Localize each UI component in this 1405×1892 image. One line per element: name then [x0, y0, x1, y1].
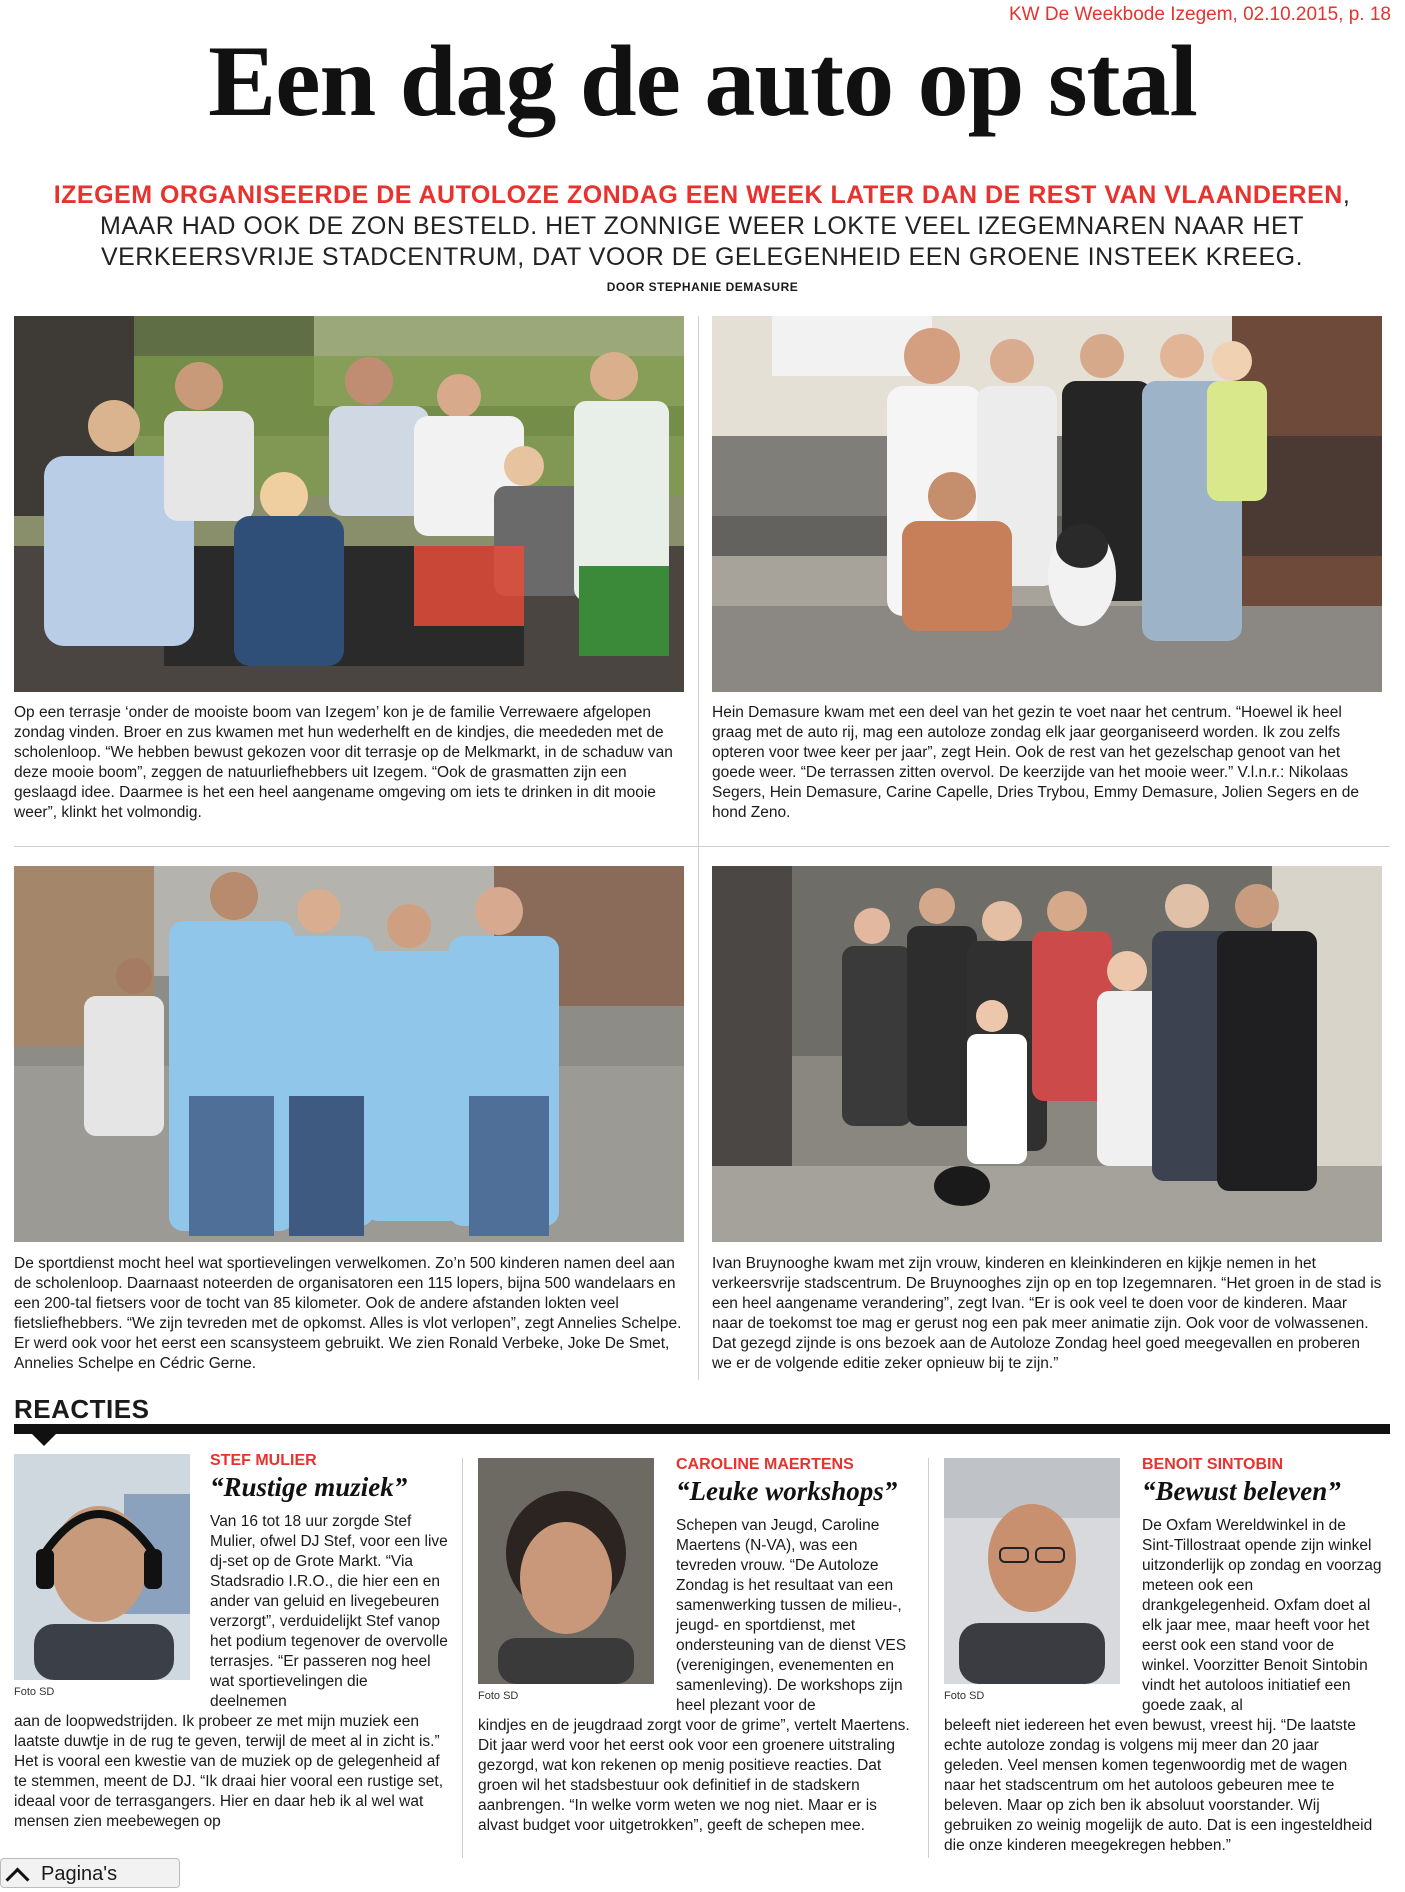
- caption-street-family: Hein Demasure kwam met een deel van het gezin te voet naar het centrum. “Hoewel ik heel graag met de auto rij, mag een autoloze zondag elk jaar georganiseerd worden. Ik zou zelfs opteren voor twee keer per jaar”, zegt Hein. Ook de rest van het gezelschap genoot van het goede weer. “De terrassen zitten overvol. De keerzijde van het mooie weer.” V.l.n.r.: Nikolaas Segers, Hein Demasure, Carine Capelle, Dries Trybou, Emmy Demasure, Jolien Segers en de hond Zeno.: [712, 704, 1359, 821]
- reactie-text-3a: De Oxfam Wereldwinkel in de Sint-Tillostraat opende zijn winkel uitzonderlijk op zondag en voorzag meteen ook een drankgelegenheid. Oxfam doet al elk jaar mee, maar heeft voor het eerst ook een stand voor de winkel. Voorzitter Benoit Sintobin vindt het autoloos initiatief een goede zaak, al: [1142, 1517, 1382, 1714]
- row-divider: [14, 846, 1390, 847]
- byline: DOOR STEPHANIE DEMASURE: [606, 280, 799, 294]
- caption-bruynooghe-family: Ivan Bruynooghe kwam met zijn vrouw, kinderen en kleinkinderen en kijkje nemen in het verkeersvrije stadscentrum. De Bruynooghes zijn op en top Izegemnaren. “Het groen in de stad is een heel aangename verandering”, zegt Ivan. “Er is ook veel te doen voor de kinderen. Maar naar de toekomst toe mag er gerust nog een pak meer animatie zijn. Ook voor de volwassenen. Dat gezegd zijnde is ons bezoek aan de Autoloze Zondag heel goed meegevallen en proberen we er de volgende editie zeker opnieuw bij te zijn.”: [712, 1255, 1382, 1372]
- headline: Een dag de auto op stal: [208, 25, 1197, 138]
- caption-volunteers: De sportdienst mocht heel wat sportievelingen verwelkomen. Zo’n 500 kinderen namen deel aan de scholenloop. Daarnaast noteerden de organisatoren een 115 lopers, bijna 500 wandelaars en een 200-tal fietsers voor de tocht van 85 kilometer. Ook de andere afstanden lokten veel fietsliefhebbers. “We zijn tevreden met de opkomst. Alles is vlot verlopen”, zegt Annelies Schelpe. Er werd ook voor het eerst een scansysteem gebruikt. We zien Ronald Verbeke, Joke De Smet, Annelies Schelpe en Cédric Gerne.: [14, 1255, 682, 1372]
- intro: [14, 180, 1390, 273]
- reactie-quote-3: “Bewust beleven”: [1142, 1476, 1341, 1506]
- photo-volunteers: [14, 866, 684, 1242]
- photo-street-family: [712, 316, 1382, 692]
- caption-terrace-family: Op een terrasje ‘onder de mooiste boom van Izegem’ kon je de familie Verrewaere afgelopen zondag vinden. Broer en zus kwamen met hun wederhelft en de kindjes, die meededen met de scholenloop. “We hebben bewust gekozen voor dit terrasje op de Melkmarkt, in de schaduw van deze mooie boom”, zeggen de natuurliefhebbers uit Izegem. “Ook de grasmatten zijn een geslaagd idee. Daarmee is het een heel aangename omgeving om iets te drinken in dit mooie weer”, klinkt het volmondig.: [14, 704, 673, 821]
- pages-tab[interactable]: [0, 1858, 180, 1888]
- reactie-name-2: CAROLINE MAERTENS: [676, 1456, 854, 1473]
- reactie-quote-2: “Leuke workshops”: [676, 1476, 898, 1506]
- reactie-text-3b: beleeft niet iedereen het even bewust, vreest hij. “De laatste echte autoloze zondag is volgens mij meer dan 20 jaar geleden. Veel mensen komen tegenwoordig met de wagen naar het stadscentrum om het autoloos gebeuren mee te beleven. Maar op zich ben ik absoluut voorstander. Wij gebruiken zo weinig mogelijk de auto. Dat is een ingesteldheid die onze kinderen meegekregen hebben.”: [944, 1717, 1373, 1854]
- photo-credit-1: Foto SD: [14, 1686, 55, 1698]
- reacties-notch: [32, 1434, 56, 1446]
- reactie-text-1a: Van 16 tot 18 uur zorgde Stef Mulier, ofwel DJ Stef, voor een live dj-set op de Grote Markt. “Via Stadsradio I.R.O., die hier een en ander van geluid en livegebeuren verzorgt”, verduidelijkt Stef vanop het podium tegenover de overvolle terrasjes. “Er passeren nog heel wat sportievelingen die deelnemen: [210, 1513, 448, 1710]
- photo-credit-2: Foto SD: [478, 1690, 519, 1702]
- pages-tab-label: Pagina's: [41, 1863, 118, 1885]
- photo-terrace-family: [14, 316, 684, 692]
- source-line: KW De Weekbode Izegem, 02.10.2015, p. 18: [1009, 4, 1391, 25]
- reactie-name-3: BENOIT SINTOBIN: [1142, 1456, 1284, 1473]
- reactie-text-1b: aan de loopwedstrijden. Ik probeer ze met mijn muziek een laatste duwtje in de rug te geven, terwijl de meet al in zicht is.” Het is vooral een kwestie van de muziek op de gelegenheid af te stemmen, meent de DJ. “Ik draai hier vooral een rustige set, ideaal voor de terrasgangers. Hier en daar heb ik al wel wat mensen zien meebewegen op: [14, 1713, 444, 1830]
- photo-credit-3: Foto SD: [944, 1690, 985, 1702]
- portrait-caroline-maertens: [478, 1458, 654, 1684]
- reactie-name-1: STEF MULIER: [210, 1452, 317, 1469]
- reactie-quote-1: “Rustige muziek”: [210, 1472, 408, 1502]
- intro-lead: IZEGEM ORGANISEERDE DE AUTOLOZE ZONDAG EEN WEEK LATER DAN DE REST VAN VLAANDEREN: [53, 181, 1343, 209]
- portrait-benoit-sintobin: [944, 1458, 1120, 1684]
- photo-bruynooghe-family: [712, 866, 1382, 1242]
- portrait-stef-mulier: [14, 1454, 190, 1680]
- reactie-text-2b: kindjes en de jeugdraad zorgt voor de grime”, vertelt Maertens. Dit jaar werd voor het eerst ook voor een groenere uitstraling gezorgd, wat kon rekenen op menig positieve reacties. Dat groen wil het stadsbestuur ook definitief in de stadskern aanbrengen. “In welke vorm weten we nog niet. Maar er is alvast budget voor uitgetrokken”, geeft de schepen mee.: [478, 1717, 910, 1834]
- intro-rest: , MAAR HAD OOK DE ZON BESTELD. HET ZONNIGE WEER LOKTE VEEL IZEGEMNAREN NAAR HET VERKEERSVRIJE STADCENTRUM, DAT VOOR DE GELEGENHEID EEN GROENE INSTEEK KREEG.: [100, 181, 1351, 271]
- reactie-text-2a: Schepen van Jeugd, Caroline Maertens (N-VA), was een tevreden vrouw. “De Autoloze Zondag is het resultaat van een samenwerking tussen de milieu-, jeugd- en sportdienst, met ondersteuning van de dienst VES (verenigingen, evenementen en samenleving). De workshops zijn heel plezant voor de: [676, 1517, 907, 1714]
- reacties-divider-2: [928, 1458, 929, 1858]
- reacties-divider-1: [462, 1458, 463, 1858]
- reacties-title: REACTIES: [14, 1394, 150, 1424]
- chevron-up-icon: [5, 1867, 29, 1891]
- reacties-bar: [14, 1424, 1390, 1434]
- column-divider: [698, 316, 699, 1380]
